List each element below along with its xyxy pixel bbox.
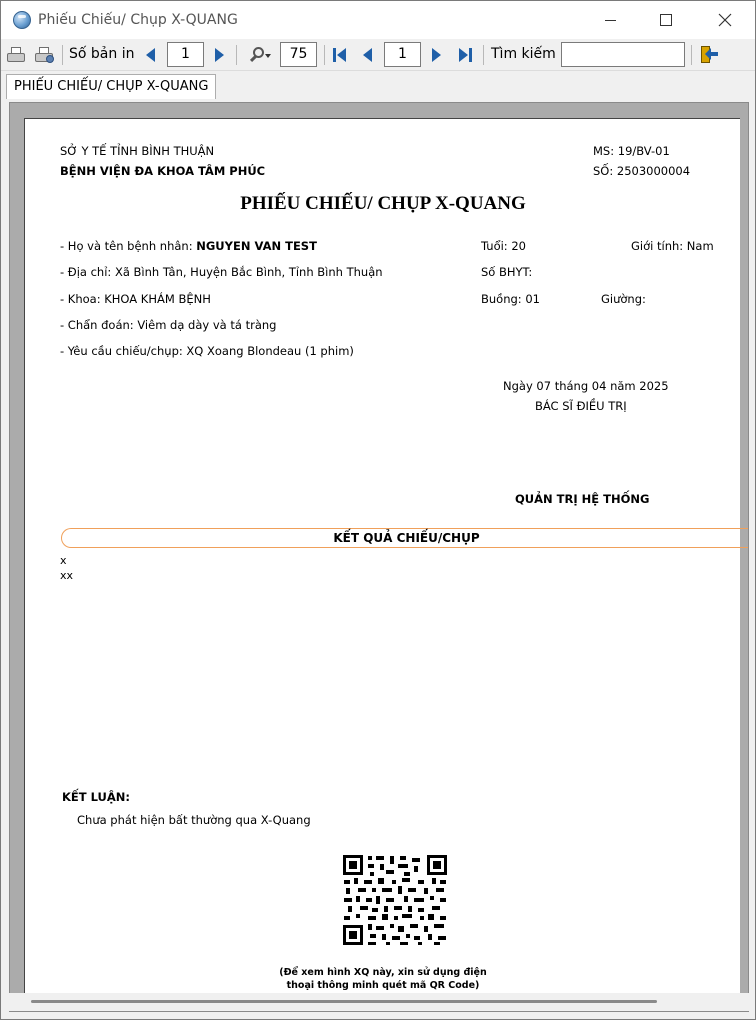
tab-strip (1, 72, 755, 99)
bed: Giường: (601, 292, 646, 306)
department-of-health: SỞ Y TẾ TỈNH BÌNH THUẬN (60, 144, 215, 158)
next-page-icon (432, 48, 441, 62)
printer-settings-icon (34, 47, 54, 63)
toolbar-separator (483, 45, 484, 65)
doctor-title: BÁC SĨ ĐIỀU TRỊ (535, 399, 627, 413)
qr-note-line-1: (Để xem hình XQ này, xin sử dụng điện (279, 967, 487, 978)
print-button[interactable] (5, 43, 27, 67)
copies-label: Số bản in (69, 46, 135, 62)
close-icon (718, 13, 732, 27)
insurance-number: Số BHYT: (481, 265, 533, 279)
horizontal-scrollbar[interactable] (9, 993, 749, 1011)
copies-input[interactable]: 1 (167, 42, 204, 67)
report-viewer[interactable] (9, 102, 749, 1012)
form-code: MS: 19/BV-01 (593, 144, 670, 158)
last-page-icon (459, 48, 468, 62)
zoom-button[interactable] (244, 43, 274, 67)
report-page (24, 118, 740, 1012)
scrollbar-thumb[interactable] (31, 1000, 657, 1003)
patient-gender: Giới tính: Nam (631, 239, 714, 253)
title-bar (1, 1, 755, 39)
toolbar (1, 39, 755, 71)
first-page-button[interactable] (329, 43, 349, 67)
conclusion-label: KẾT LUẬN: (62, 790, 130, 804)
minimize-button[interactable] (587, 5, 633, 35)
zoom-magnifier-icon (248, 45, 270, 65)
close-button[interactable] (702, 5, 748, 35)
zoom-input[interactable]: 75 (280, 42, 317, 67)
print-setup-button[interactable] (33, 43, 55, 67)
toolbar-separator (236, 45, 237, 65)
qr-note-line-2: thoại thông minh quét mã QR Code) (286, 980, 480, 991)
report-title: PHIẾU CHIẾU/ CHỤP X-QUANG (240, 193, 526, 214)
left-arrow-icon (146, 48, 155, 62)
printer-icon (6, 47, 26, 63)
search-label: Tìm kiếm (491, 46, 556, 62)
previous-page-button[interactable] (358, 43, 376, 67)
maximize-button[interactable] (643, 5, 689, 35)
toolbar-separator (62, 45, 63, 65)
report-number: SỐ: 2503000004 (593, 164, 691, 178)
patient-name-row (60, 239, 317, 253)
patient-address: - Địa chỉ: Xã Bình Tân, Huyện Bắc Bình, Tỉnh Bình Thuận (60, 265, 383, 279)
exit-button[interactable] (696, 43, 722, 67)
patient-age: Tuổi: 20 (481, 239, 526, 253)
previous-page-icon (363, 48, 372, 62)
department: - Khoa: KHOA KHÁM BỆNH (60, 292, 211, 306)
copies-increase-button[interactable] (210, 43, 228, 67)
window-title: Phiếu Chiếu/ Chụp X-QUANG (38, 12, 238, 28)
report-date: Ngày 07 tháng 04 năm 2025 (503, 379, 669, 393)
page-number-input[interactable]: 1 (384, 42, 421, 67)
result-line-2: xx (60, 569, 74, 582)
result-header: KẾT QUẢ CHIẾU/CHỤP (61, 528, 749, 548)
first-page-icon (337, 48, 346, 62)
last-page-button[interactable] (455, 43, 475, 67)
exit-door-icon (698, 45, 720, 65)
toolbar-separator (324, 45, 325, 65)
patient-name-label: - Họ và tên bệnh nhân: (60, 239, 197, 253)
diagnosis: - Chẩn đoán: Viêm dạ dày và tá tràng (60, 318, 277, 332)
search-input[interactable] (561, 42, 685, 67)
tab-xray-report[interactable]: PHIẾU CHIẾU/ CHỤP X-QUANG (6, 74, 216, 99)
hospital-name: BỆNH VIỆN ĐA KHOA TÂM PHÚC (60, 164, 266, 178)
next-page-button[interactable] (427, 43, 445, 67)
qr-code-icon (342, 854, 448, 946)
room: Buồng: 01 (481, 292, 540, 306)
patient-name: NGUYEN VAN TEST (196, 239, 317, 253)
toolbar-separator (691, 45, 692, 65)
copies-decrease-button[interactable] (141, 43, 159, 67)
doctor-name: QUẢN TRỊ HỆ THỐNG (515, 492, 650, 506)
xray-request: - Yêu cầu chiếu/chụp: XQ Xoang Blondeau (1 phim) (60, 344, 354, 358)
result-line-1: x (60, 554, 67, 567)
app-globe-icon (13, 11, 31, 29)
conclusion-text: Chưa phát hiện bất thường qua X-Quang (77, 813, 311, 827)
right-arrow-icon (215, 48, 224, 62)
